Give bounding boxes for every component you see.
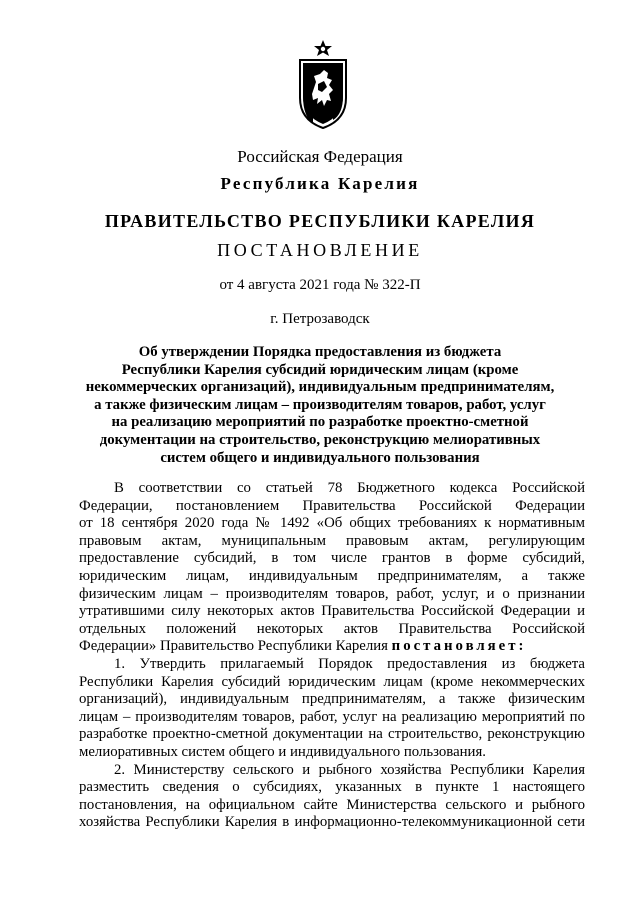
body-line: Федерации, постановлением Правительства Российской Федерации xyxy=(79,497,585,514)
body-line: разместить сведения о субсидиях, указанных в пункте 1 настоящего xyxy=(79,779,585,796)
body-line: предоставление субсидий, в том числе грантов в форме субсидий, xyxy=(79,550,585,567)
country-name: Российская Федерация xyxy=(237,147,403,166)
title-line: документации на строительство, реконструкцию мелиоративных xyxy=(99,431,541,448)
resolves-colon: : xyxy=(518,638,524,655)
title-line: систем общего и индивидуального пользования xyxy=(160,449,480,466)
body-line: лицам – производителям товаров, работ, услуг на реализацию мероприятий по xyxy=(79,708,585,725)
body-line-resolves xyxy=(79,638,585,656)
city: г. Петрозаводск xyxy=(270,311,370,327)
body-line: от 18 сентября 2020 года № 1492 «Об общих требованиях к нормативным xyxy=(79,515,585,532)
title-line: а также физическим лицам – производителям товаров, работ, услуг xyxy=(94,396,546,413)
republic-name: Республика Карелия xyxy=(220,174,420,193)
body-line: утратившими силу некоторых актов Правительства Российской Федерации и xyxy=(79,603,585,620)
title-line: Республики Карелия субсидий юридическим лицам (кроме xyxy=(121,361,519,378)
title-line: некоммерческих организаций), индивидуальным предпринимателям, xyxy=(85,379,555,396)
body-line: правовым актам, муниципальным правовым актам, регулирующим xyxy=(79,532,585,549)
government-heading: ПРАВИТЕЛЬСТВО РЕСПУБЛИКИ КАРЕЛИЯ xyxy=(104,211,536,231)
body-line: Республики Карелия субсидий юридическим лицам (кроме некоммерческих xyxy=(79,673,585,690)
body-line: постановления, на официальном сайте Министерства сельского и рыбного xyxy=(79,796,585,813)
body-line: мелиоративных систем общего и индивидуального пользования. xyxy=(79,743,486,760)
body-line: физическим лицам – производителям товаров, работ, услуг, и о признании xyxy=(79,585,585,602)
document-title xyxy=(70,344,570,467)
body-line: юридическим лицам, индивидуальным предпринимателям, а также xyxy=(79,567,585,584)
body-line: отдельных положений некоторых актов Правительства Российской xyxy=(79,620,585,637)
body-line: 1. Утвердить прилагаемый Порядок предоставления из бюджета xyxy=(114,655,585,672)
body-line: организаций), индивидуальным предпринимателям, а также физическим xyxy=(79,691,585,708)
body-line-text: Федерации» Правительство Республики Карелия xyxy=(79,638,388,655)
resolves-word: постановляет xyxy=(391,638,519,655)
body-line: хозяйства Республики Карелия в информационно-телекоммуникационной сети xyxy=(79,814,585,831)
title-line: Об утверждении Порядка предоставления из бюджета xyxy=(138,344,502,360)
document-body xyxy=(79,480,585,832)
document-type: ПОСТАНОВЛЕНИЕ xyxy=(217,240,423,260)
body-line: разработке проектно-сметной документации на строительство, реконструкцию xyxy=(79,726,585,743)
body-line: В соответствии со статьей 78 Бюджетного кодекса Российской xyxy=(114,480,585,496)
body-line: 2. Министерству сельского и рыбного хозяйства Республики Карелия xyxy=(114,761,585,778)
coat-of-arms-of-karelia-emblem xyxy=(294,38,352,130)
date-and-number: от 4 августа 2021 года № 322-П xyxy=(219,277,421,293)
title-line: на реализацию мероприятий по разработке проектно-сметной xyxy=(111,414,529,431)
